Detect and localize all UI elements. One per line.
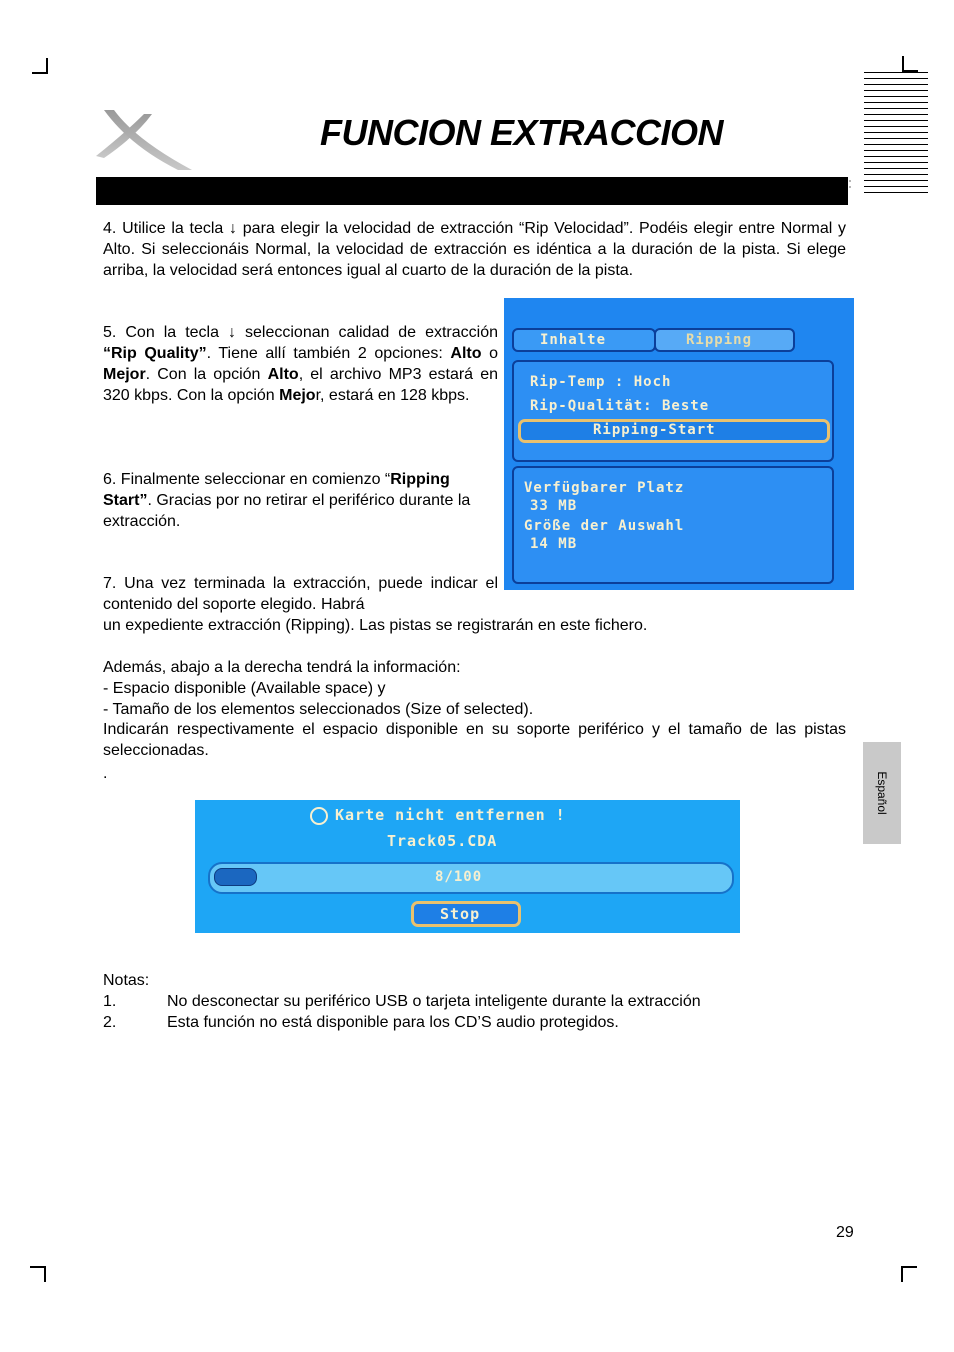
selection-size-value: 14 MB [530,536,578,552]
ripping-start-button: Ripping-Start [518,419,830,443]
stray-dot: . [103,765,108,782]
crop-mark-top-left [32,58,48,74]
available-space-label: Verfügbarer Platz [524,480,685,496]
settings-panel [512,360,834,462]
step-7-continuation: un expediente extracción (Ripping). Las pistas se registrarán en este fichero. [103,617,648,634]
available-space-value: 33 MB [530,498,578,514]
warning-icon [310,807,328,825]
rip-temp-row: Rip-Temp : Hoch [530,374,672,390]
tab-inhalte: Inhalte [512,328,656,352]
progress-text: 8/100 [435,869,483,885]
selection-size-label: Größe der Auswahl [524,518,685,534]
track-name: Track05.CDA [387,832,498,850]
notes-title: Notas: [103,972,150,989]
step-6-paragraph: 6. Finalmente seleccionar en comienzo “Ripping Start”. Gracias por no retirar el periférico durante la extracción. [103,471,471,530]
step-5-paragraph: 5. Con la tecla ↓ seleccionan calidad de extracción “Rip Quality”. Tiene allí también 2 opciones: Alto o Mejor. Con la opción Alto, el archivo MP3 estará en 320 kbps. Con la opción Mejor, estará en 128 kbps. [103,324,499,404]
header-band [96,177,848,205]
rip-quality-row: Rip-Qualität: Beste [530,398,710,414]
ripping-menu-screenshot [504,298,854,590]
progress-fill [214,868,257,886]
info-intro: Además, abajo a la derecha tendrá la información: [103,659,461,676]
stop-button: Stop [411,901,521,927]
info-item-available-space: - Espacio disponible (Available space) y [103,680,386,697]
crop-mark-top-right [902,56,918,72]
page-title: FUNCION EXTRACCION [320,112,723,153]
warning-message: Karte nicht entfernen ! [335,806,566,824]
progress-bar [208,862,734,894]
crop-mark-bottom-right [901,1266,917,1282]
language-label: Español [875,771,889,815]
ripping-progress-screenshot [195,800,740,933]
note-item: 1. No desconectar su periférico USB o tarjeta inteligente durante la extracción [103,993,701,1010]
info-explanation: Indicarán respectivamente el espacio disponible en su soporte periférico y el tamaño de las pistas seleccionadas. [103,721,846,759]
notes-list [103,991,863,1033]
step-4-paragraph: 4. Utilice la tecla ↓ para elegir la velocidad de extracción “Rip Velocidad”. Podéis elegir entre Normal y Alto. Si seleccionáis Normal, la velocidad de extracción es idéntica a la duración de la pista. Si elege arriba, la velocidad será entonces igual al cuarto de la duración de la pista. [103,220,846,279]
brand-logo-icon [96,110,192,172]
step-7-paragraph: 7. Una vez terminada la extracción, puede indicar el contenido del soporte elegido. Habrá [103,575,498,613]
tab-ripping: Ripping [654,328,795,352]
crop-mark-bottom-left [30,1266,46,1282]
halftone-dots-decoration [818,177,852,205]
info-item-size-selected: - Tamaño de los elementos seleccionados (Size of selected). [103,701,534,718]
note-item: 2. Esta función no está disponible para los CD’S audio protegidos. [103,1014,619,1031]
page-number: 29 [836,1224,854,1241]
storage-info-panel [512,466,834,584]
stripe-decoration [864,72,928,198]
language-side-tab [863,742,901,844]
